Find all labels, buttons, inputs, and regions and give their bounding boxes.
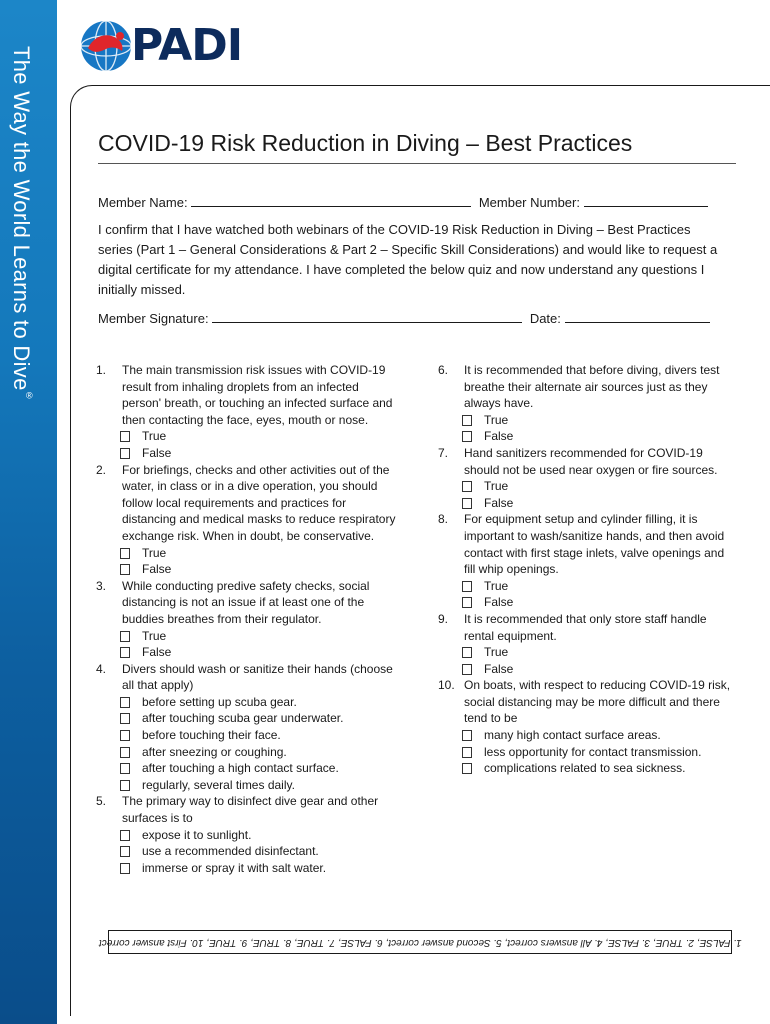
checkbox-icon[interactable]	[120, 780, 130, 791]
question-number: 7.	[438, 445, 449, 460]
member-row	[98, 192, 708, 210]
answer-option-label: expose it to sunlight.	[142, 827, 252, 842]
checkbox-icon[interactable]	[120, 631, 130, 642]
question-number: 8.	[438, 512, 449, 527]
answer-option[interactable]	[96, 445, 396, 462]
question-text: The main transmission risk issues with COVID-19 result from inhaling droplets from an infected person' breath, or touching an infected surface and then contacting the face, eyes, mouth or nose.	[122, 363, 393, 427]
answer-option[interactable]	[438, 578, 733, 595]
answer-option[interactable]	[96, 827, 396, 844]
checkbox-icon[interactable]	[120, 564, 130, 575]
answer-option-label: before setting up scuba gear.	[142, 694, 297, 709]
question-item	[96, 362, 396, 428]
answer-option-label: True	[142, 628, 167, 643]
answer-option-label: False	[484, 429, 514, 444]
questions-left-column	[96, 362, 396, 876]
question-text: The primary way to disinfect dive gear and other surfaces is to	[122, 794, 379, 826]
answer-option[interactable]	[438, 744, 733, 761]
checkbox-icon[interactable]	[462, 597, 472, 608]
checkbox-icon[interactable]	[120, 647, 130, 658]
answer-option-label: many high contact surface areas.	[484, 728, 661, 743]
question-item	[96, 462, 396, 545]
answer-option[interactable]	[96, 710, 396, 727]
checkbox-icon[interactable]	[120, 697, 130, 708]
checkbox-icon[interactable]	[120, 846, 130, 857]
answer-option-label: False	[484, 661, 514, 676]
question-number: 10.	[438, 678, 455, 693]
answer-option[interactable]	[438, 594, 733, 611]
question-text: Hand sanitizers recommended for COVID-19 should not be used near oxygen or fire sources.	[464, 445, 718, 477]
answer-option[interactable]	[96, 428, 396, 445]
answer-key: 1. FALSE, 2. TRUE, 3. FALSE, 4. All answers correct, 5. Second answer correct, 6. FALSE, 7. TRUE, 8. TRUE, 9. TRUE, 10. First answer correct	[108, 930, 732, 954]
question-text: While conducting predive safety checks, social distancing is not an issue if at least one of the buddies breathes from their regulator.	[122, 578, 370, 626]
checkbox-icon[interactable]	[120, 448, 130, 459]
question-item	[438, 677, 733, 727]
answer-option[interactable]	[96, 843, 396, 860]
question-item	[96, 578, 396, 628]
answer-option-label: True	[484, 645, 509, 660]
question-text: On boats, with respect to reducing COVID-19 risk, social distancing may be more difficult and there tend to be	[464, 678, 731, 726]
answer-option-label: complications related to sea sickness.	[484, 761, 686, 776]
answer-option-label: True	[142, 429, 167, 444]
answer-option[interactable]	[96, 628, 396, 645]
checkbox-icon[interactable]	[120, 713, 130, 724]
member-name-field[interactable]	[191, 192, 471, 207]
answer-option-label: False	[142, 562, 172, 577]
answer-option-label: immerse or spray it with salt water.	[142, 860, 327, 875]
answer-option[interactable]	[438, 428, 733, 445]
answer-option[interactable]	[96, 777, 396, 794]
question-item	[438, 511, 733, 577]
question-number: 9.	[438, 611, 449, 626]
page-title: COVID-19 Risk Reduction in Diving – Best Practices	[98, 130, 736, 164]
checkbox-icon[interactable]	[120, 730, 130, 741]
checkbox-icon[interactable]	[462, 730, 472, 741]
answer-option[interactable]	[438, 727, 733, 744]
member-name-label: Member Name:	[98, 195, 188, 210]
question-text: For briefings, checks and other activities out of the water, in class or in a dive operation, you should follow local requirements and practices for distancing and medical masks to reduce respiratory exchange risk. When in doubt, be conservative.	[122, 462, 396, 543]
intro-paragraph: I confirm that I have watched both webinars of the COVID-19 Risk Reduction in Diving – Best Practices series (Part 1 – General Considerations & Part 2 – Specific Skill Considerations) and would like to request a digital certificate for my attendance. I have completed the below quiz and now understand any questions I initially missed.	[98, 222, 718, 297]
answer-option-label: less opportunity for contact transmission.	[484, 744, 702, 759]
question-item	[438, 362, 733, 412]
checkbox-icon[interactable]	[462, 498, 472, 509]
answer-option[interactable]	[96, 860, 396, 877]
checkbox-icon[interactable]	[462, 647, 472, 658]
answer-option[interactable]	[438, 495, 733, 512]
question-number: 4.	[96, 661, 107, 676]
answer-option[interactable]	[96, 744, 396, 761]
answer-option-label: use a recommended disinfectant.	[142, 844, 319, 859]
answer-option[interactable]	[96, 727, 396, 744]
question-number: 5.	[96, 794, 107, 809]
checkbox-icon[interactable]	[462, 747, 472, 758]
checkbox-icon[interactable]	[120, 431, 130, 442]
checkbox-icon[interactable]	[462, 763, 472, 774]
answer-option-label: False	[484, 495, 514, 510]
answer-option-label: True	[142, 545, 167, 560]
question-item	[438, 611, 733, 644]
checkbox-icon[interactable]	[462, 481, 472, 492]
question-number: 1.	[96, 363, 107, 377]
member-signature-label: Member Signature:	[98, 311, 209, 326]
answer-option[interactable]	[438, 478, 733, 495]
answer-option[interactable]	[96, 694, 396, 711]
question-item	[96, 793, 396, 826]
sidebar-band	[0, 0, 57, 1024]
question-text: It is recommended that before diving, divers test breathe their alternate air sources just as they always have.	[464, 363, 720, 411]
answer-option-label: False	[142, 445, 172, 460]
question-number: 3.	[96, 578, 107, 593]
answer-option[interactable]	[438, 644, 733, 661]
answer-option-label: False	[484, 595, 514, 610]
answer-option[interactable]	[96, 644, 396, 661]
checkbox-icon[interactable]	[120, 863, 130, 874]
question-number: 6.	[438, 363, 449, 377]
answer-option-label: True	[484, 578, 509, 593]
answer-option-label: before touching their face.	[142, 728, 281, 743]
signature-row	[98, 308, 710, 326]
member-number-label: Member Number:	[478, 195, 580, 210]
answer-option[interactable]	[438, 412, 733, 429]
question-text: For equipment setup and cylinder filling, it is important to wash/sanitize hands, and then avoid contact with first stage inlets, valve openings and fill whip openings.	[464, 512, 725, 577]
checkbox-icon[interactable]	[120, 763, 130, 774]
question-item	[438, 445, 733, 478]
checkbox-icon[interactable]	[462, 431, 472, 442]
answer-option[interactable]	[96, 545, 396, 562]
answer-option[interactable]	[96, 561, 396, 578]
answer-option-label: after sneezing or coughing.	[142, 744, 287, 759]
checkbox-icon[interactable]	[120, 830, 130, 841]
checkbox-icon[interactable]	[120, 747, 130, 758]
date-label: Date:	[529, 311, 561, 326]
checkbox-icon[interactable]	[462, 415, 472, 426]
date-field[interactable]	[565, 308, 710, 323]
answer-option[interactable]	[96, 760, 396, 777]
checkbox-icon[interactable]	[462, 664, 472, 675]
questions-right-column	[438, 362, 733, 777]
answer-option-label: False	[142, 645, 172, 660]
member-signature-field[interactable]	[212, 308, 522, 323]
checkbox-icon[interactable]	[120, 548, 130, 559]
question-number: 2.	[96, 462, 107, 477]
answer-option-label: True	[484, 412, 509, 427]
answer-option-label: after touching scuba gear underwater.	[142, 711, 344, 726]
logo-text: PADI	[131, 20, 243, 71]
answer-option-label: regularly, several times daily.	[142, 777, 295, 792]
question-text: It is recommended that only store staff handle rental equipment.	[464, 611, 707, 643]
member-number-field[interactable]	[584, 192, 708, 207]
answer-option[interactable]	[438, 661, 733, 678]
checkbox-icon[interactable]	[462, 581, 472, 592]
question-item	[96, 661, 396, 694]
tagline: The Way the World Learns to Dive®	[9, 46, 35, 401]
question-text: Divers should wash or sanitize their hands (choose all that apply)	[122, 661, 393, 693]
answer-option[interactable]	[438, 760, 733, 777]
answer-option-label: True	[484, 479, 509, 494]
answer-option-label: after touching a high contact surface.	[142, 761, 339, 776]
